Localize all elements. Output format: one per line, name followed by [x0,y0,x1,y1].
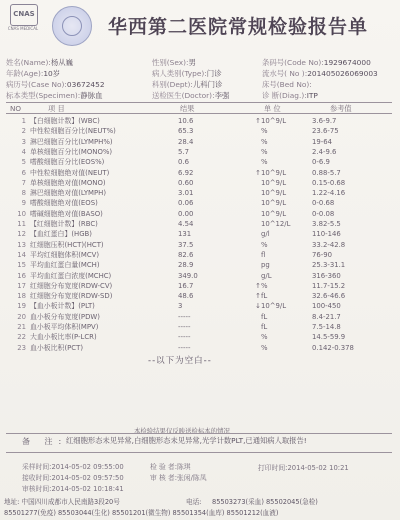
reference-range: 25.3-31.1 [312,261,346,270]
test-unit: 10^9/L [261,178,287,187]
test-item: 中性粒细胞绝对值(NEUT) [30,168,110,177]
test-item: 血小板分布宽度(PDW) [30,312,100,321]
table-row [0,301,400,312]
row-number: 15 [17,261,26,270]
row-number: 18 [17,292,26,301]
reference-range: 7.5-14.8 [312,323,341,331]
test-result: 0.6 [178,158,189,167]
reference-range: 0-0.68 [312,199,335,208]
col-header-unit: 单 位 [264,104,281,113]
table-row [0,281,400,292]
row-number: 21 [17,323,26,331]
reference-range: 23.6-75 [312,127,339,136]
table-row [0,240,400,251]
collect-time: 采样时间:2014-05-02 09:55:00 [22,463,124,471]
test-result: ----- [178,312,191,321]
test-item: 【白细胞计数】(WBC) [30,117,100,125]
reference-range: 2.4-9.6 [312,147,337,156]
inspector: 检 验 者:陈琪 [150,463,191,471]
table-row [0,219,400,230]
table-row [0,312,400,323]
test-item: 嗜酸细胞百分比(EOS%) [30,158,105,167]
age-field: 年龄(Age):10岁 [6,69,61,78]
row-number: 23 [17,343,26,352]
table-row [0,126,400,137]
abnormal-flag: ↑ [255,281,261,290]
table-row [0,137,400,148]
test-item: 单核细胞百分比(MONO%) [30,147,113,156]
table-row [0,188,400,199]
row-number: 19 [17,302,26,311]
test-unit: 10^9/L [261,168,287,177]
table-row [0,157,400,168]
divider [6,102,392,103]
row-number: 4 [21,147,26,156]
doctor-field: 送检医生(Doctor):李强 [152,91,230,100]
reference-range: 3.6-9.7 [312,117,337,125]
remark-label: 备 注: [22,437,68,446]
row-number: 8 [21,189,26,198]
test-item: 淋巴细胞百分比(LYMPH%) [30,137,113,146]
dept-field: 科别(Dept):儿科门诊 [152,80,223,89]
test-item: 红细胞分布宽度(RDW-SD) [30,292,113,301]
reference-range: 76-90 [312,250,333,259]
row-number: 9 [21,199,26,208]
remark-text: 红细胞形态未见异常,白细胞形态未见异常,光学计数PLT,已通知病人取报告! [66,436,307,445]
case-field: 病历号(Case No):03672452 [6,80,105,89]
test-result: 6.92 [178,168,194,177]
row-number: 1 [21,117,26,125]
table-row [0,322,400,333]
table-row [0,250,400,261]
test-unit: 10^9/L [261,189,287,198]
report-time: 审核时间:2014-05-02 10:18:41 [22,485,124,493]
row-number: 7 [21,178,26,187]
test-unit: % [261,240,268,249]
table-row [0,260,400,271]
reviewer: 审 核 者:张闲/陈凤 [150,474,207,482]
col-header-ref: 参考值 [330,104,352,113]
row-number: 14 [17,250,26,259]
reference-range: 0.88-5.7 [312,168,341,177]
divider [6,452,392,453]
test-result: 82.6 [178,250,194,259]
test-item: 血小板平均体积(MPV) [30,323,99,331]
row-number: 11 [17,220,26,228]
test-unit: fl [261,250,266,259]
test-result: 16.7 [178,281,194,290]
bed-field: 床号(Bed No): [262,80,312,89]
reference-range: 0.15-0.68 [312,178,346,187]
test-item: 大血小板比率(P-LCR) [30,333,97,342]
print-time: 打印时间:2014-05-02 10:21 [258,464,349,472]
row-number: 6 [21,168,26,177]
table-row [0,147,400,158]
row-number: 22 [17,333,26,342]
test-result: 4.54 [178,220,194,228]
test-unit: pg [261,261,270,270]
table-row [0,198,400,209]
test-result: 5.7 [178,147,189,156]
row-number: 3 [21,137,26,146]
test-unit: % [261,343,268,352]
test-item: 血小板比积(PCT) [30,343,84,352]
test-result: ----- [178,333,191,342]
reference-range: 110-146 [312,230,341,239]
table-row [0,332,400,343]
report-title: 华西第二医院常规检验报告单 [108,16,369,38]
row-number: 17 [17,281,26,290]
test-item: 淋巴细胞绝对值(LYMPH) [30,189,107,198]
test-item: 嗜碱细胞绝对值(BASO) [30,209,103,218]
test-result: 131 [178,230,192,239]
test-result: 37.5 [178,240,194,249]
test-result: 10.6 [178,117,194,125]
receive-time: 接收时间:2014-05-02 09:57:50 [22,474,124,482]
test-unit: % [261,127,268,136]
table-row [0,209,400,220]
row-number: 13 [17,240,26,249]
reference-range: 0.142-0.378 [312,343,354,352]
reference-range: 32.6-46.6 [312,292,346,301]
table-row [0,178,400,189]
reference-range: 0-6.9 [312,158,330,167]
col-header-item: 项 目 [48,104,65,113]
end-of-results: --以下为空白-- [148,356,212,366]
test-item: 红细胞分布宽度(RDW-CV) [30,281,113,290]
test-result: 0.06 [178,199,194,208]
cnas-caption: CNAS MEDICAL [7,26,39,31]
hospital-address: 地址: 中国四川成都市人民南路3段20号 [4,498,120,506]
reference-range: 19-64 [312,137,333,146]
col-header-result: 结果 [180,104,195,113]
test-result: 0.00 [178,209,194,218]
cnas-logo [4,4,42,40]
test-unit: 10^9/L [261,117,287,125]
divider [6,433,392,434]
reference-range: 14.5-59.9 [312,333,346,342]
table-row [0,271,400,282]
reference-range: 100-450 [312,302,341,311]
test-unit: g/L [261,271,272,280]
test-item: 【红细胞计数】(RBC) [30,220,98,228]
row-number: 5 [21,158,26,167]
disclaimer-note: 本检验结果仅反映送检标本的情况 [134,427,230,435]
reference-range: 11.7-15.2 [312,281,346,290]
test-result: 65.3 [178,127,194,136]
name-field: 姓名(Name):杨从巍 [6,58,74,67]
cnas-badge: CNAS [10,4,38,26]
serial-field: 流水号( No ):201405026069003 [262,69,378,78]
abnormal-flag: ↓ [255,302,261,311]
test-unit: % [261,137,268,146]
test-unit: g/l [261,230,270,239]
test-item: 单核细胞绝对值(MONO) [30,178,106,187]
test-result: 0.60 [178,178,194,187]
test-item: 【血小板计数】(PLT) [30,302,95,311]
phone-label: 电话: [186,498,202,506]
barcode-field: 条码号(Code No):1929674000 [262,58,371,67]
reference-range: 0-0.08 [312,209,335,218]
test-unit: % [261,147,268,156]
row-number: 2 [21,127,26,136]
test-result: 349.0 [178,271,198,280]
test-item: 红细胞压积(HCT)(HCT) [30,240,104,249]
test-result: 3.01 [178,189,194,198]
abnormal-flag: ↑ [255,168,261,177]
row-number: 10 [17,209,26,218]
test-unit: % [261,158,268,167]
test-item: 中性粒细胞百分比(NEUT%) [30,127,116,136]
reference-range: 316-360 [312,271,341,280]
patient-type-field: 病人类别(Type):门诊 [152,69,222,78]
abnormal-flag: ↑ [255,117,261,125]
reference-range: 33.2-42.8 [312,240,346,249]
row-number: 12 [17,230,26,239]
test-item: 嗜酸细胞绝对值(EOS) [30,199,98,208]
reference-range: 1.22-4.16 [312,189,346,198]
test-result: 28.9 [178,261,194,270]
test-item: 平均血红蛋白量(MCH) [30,261,100,270]
sex-field: 性别(Sex):男 [152,58,196,67]
reference-range: 8.4-21.7 [312,312,341,321]
test-unit: 10^12/L [261,220,291,228]
table-row [0,229,400,240]
test-unit: % [261,281,268,290]
test-item: 平均血红蛋白浓度(MCHC) [30,271,112,280]
table-row [0,116,400,127]
reference-range: 3.82-5.5 [312,220,341,228]
test-unit: 10^9/L [261,199,287,208]
col-header-no: NO [10,104,22,113]
table-row [0,343,400,354]
test-result: 28.4 [178,137,194,146]
test-result: 3 [178,302,183,311]
abnormal-flag: ↑ [255,292,261,301]
test-result: 48.6 [178,292,194,301]
phone-numbers: 85503273(采血) 85502045(急检) [212,498,318,506]
patient-name: 杨从巍 [50,58,74,67]
table-row [0,291,400,302]
test-item: 【血红蛋白】(HGB) [30,230,92,239]
test-unit: % [261,333,268,342]
test-item: 平均红细胞体积(MCV) [30,250,100,259]
phone-numbers-line2: 85501277(免疫) 85503044(生化) 85501201(微生物) 85501354(血库) 85501212(血液) [4,509,279,517]
test-unit: fL [261,292,268,301]
row-number: 20 [17,312,26,321]
test-unit: fL [261,323,268,331]
test-result: ----- [178,343,191,352]
specimen-field: 标本类型(Specimen):静脉血 [6,91,103,100]
test-unit: 10^9/L [261,209,287,218]
row-number: 16 [17,271,26,280]
hospital-seal-icon [52,6,92,46]
divider [6,113,392,114]
test-unit: fL [261,312,268,321]
test-unit: 10^9/L [261,302,287,311]
diagnosis-field: 诊 断(Diag.):ITP [262,91,318,100]
table-row [0,168,400,179]
test-result: ----- [178,323,191,331]
